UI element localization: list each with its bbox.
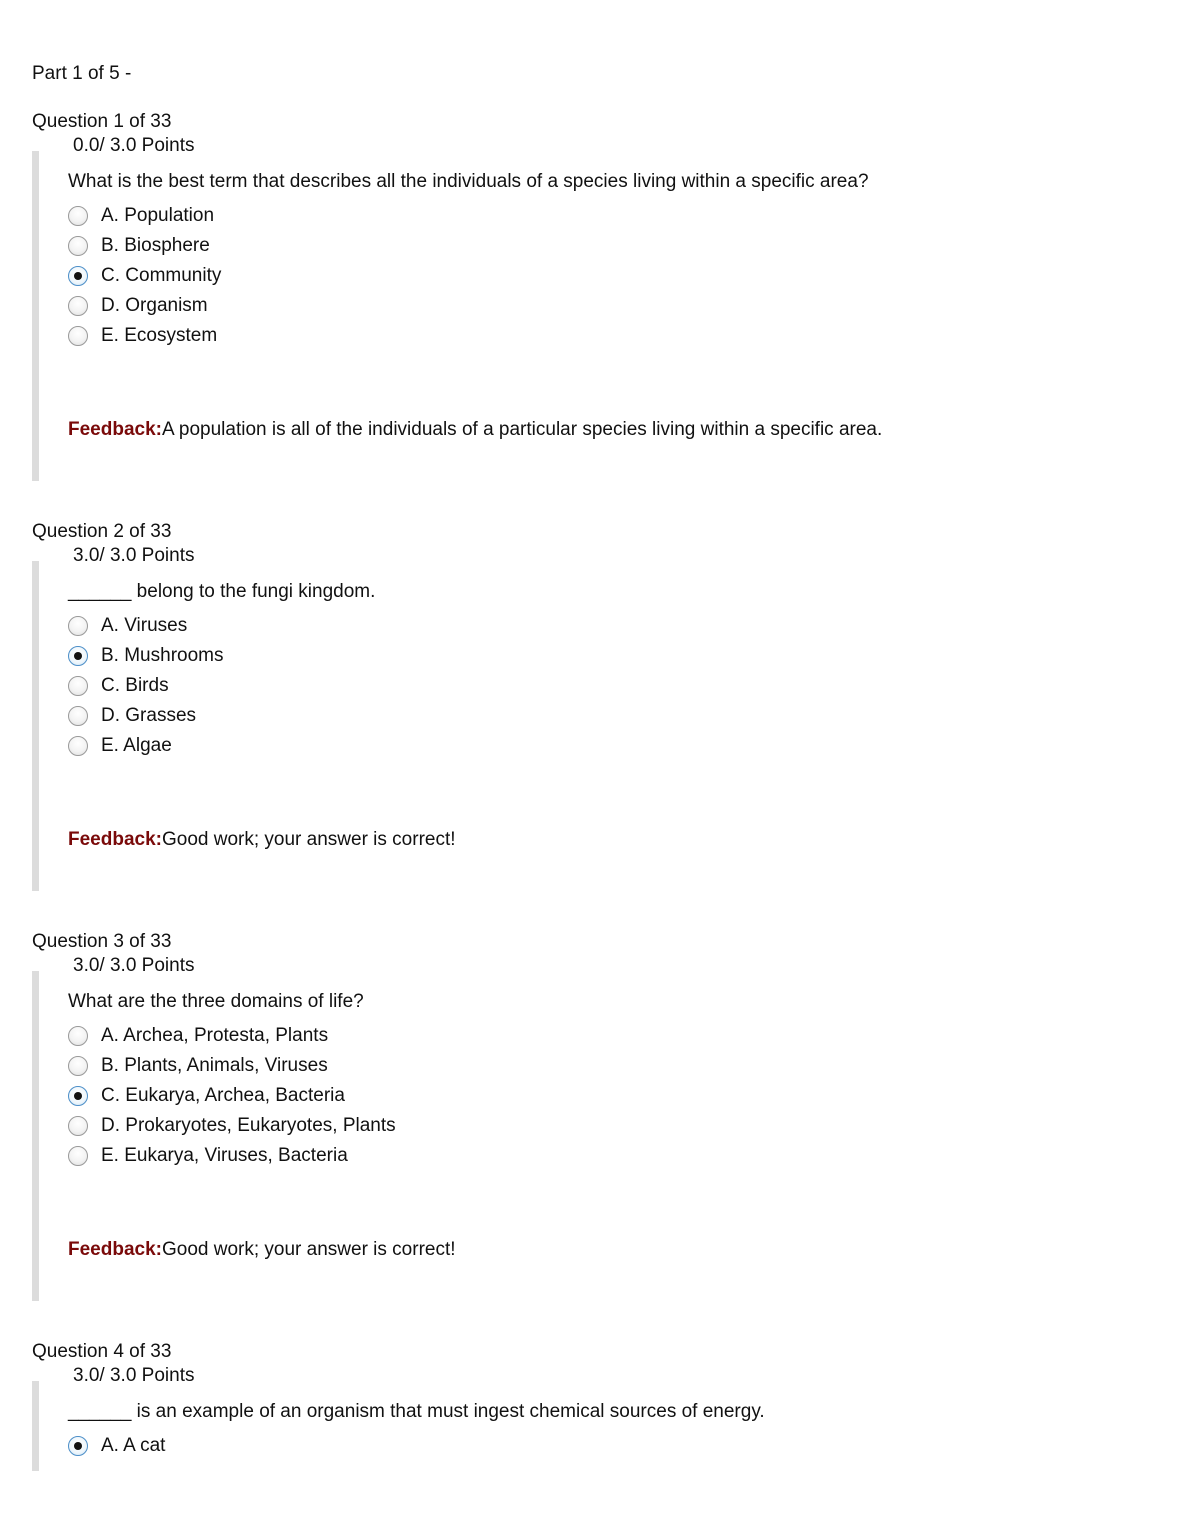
question-points: 0.0/ 3.0 Points	[73, 135, 195, 156]
answer-option[interactable]	[68, 1431, 165, 1461]
answer-option[interactable]	[68, 1051, 396, 1081]
answer-option[interactable]	[68, 261, 221, 291]
answer-option[interactable]	[68, 321, 221, 351]
answer-options	[68, 1021, 396, 1171]
answer-option-label: A. Population	[101, 205, 215, 226]
radio-button[interactable]	[68, 676, 88, 696]
answer-option-label: D. Organism	[101, 295, 208, 316]
answer-option-label: D. Prokaryotes, Eukaryotes, Plants	[101, 1115, 396, 1136]
feedback	[68, 419, 882, 441]
answer-option[interactable]	[68, 201, 221, 231]
answer-option[interactable]	[68, 1021, 396, 1051]
radio-button-selected[interactable]	[68, 266, 88, 286]
feedback-label: Feedback:	[68, 419, 162, 440]
question-points: 3.0/ 3.0 Points	[73, 545, 195, 566]
radio-button[interactable]	[68, 616, 88, 636]
feedback-label: Feedback:	[68, 1239, 162, 1260]
question-body	[32, 561, 1159, 891]
answer-option[interactable]	[68, 611, 223, 641]
radio-button-selected[interactable]	[68, 646, 88, 666]
answer-option[interactable]	[68, 641, 223, 671]
answer-option[interactable]	[68, 701, 223, 731]
answer-option[interactable]	[68, 231, 221, 261]
answer-option-label: A. Archea, Protesta, Plants	[101, 1025, 329, 1046]
question-number: Question 4 of 33	[32, 1341, 172, 1362]
answer-option[interactable]	[68, 1111, 396, 1141]
radio-button[interactable]	[68, 1116, 88, 1136]
answer-option-label: B. Biosphere	[101, 235, 210, 256]
question-body	[32, 151, 1159, 481]
question-points: 3.0/ 3.0 Points	[73, 1365, 195, 1386]
question-number: Question 1 of 33	[32, 111, 172, 132]
question-number: Question 3 of 33	[32, 931, 172, 952]
question-block	[32, 1341, 1162, 1473]
answer-option[interactable]	[68, 731, 223, 761]
question-text: What are the three domains of life?	[68, 991, 364, 1012]
answer-options	[68, 1431, 165, 1461]
answer-option-label: B. Plants, Animals, Viruses	[101, 1055, 328, 1076]
feedback	[68, 829, 456, 851]
answer-option-label: C. Birds	[101, 675, 169, 696]
radio-button[interactable]	[68, 326, 88, 346]
answer-option-label: D. Grasses	[101, 705, 197, 726]
question-body	[32, 1381, 1159, 1471]
answer-option-label: C. Community	[101, 265, 222, 286]
feedback-text: Good work; your answer is correct!	[161, 1239, 456, 1260]
radio-button[interactable]	[68, 1146, 88, 1166]
question-block	[32, 111, 1162, 483]
answer-option-label: C. Eukarya, Archea, Bacteria	[101, 1085, 345, 1106]
question-body	[32, 971, 1159, 1301]
answer-option-label: E. Eukarya, Viruses, Bacteria	[101, 1145, 348, 1166]
answer-options	[68, 611, 223, 761]
radio-button[interactable]	[68, 706, 88, 726]
feedback-text: A population is all of the individuals of a particular species living within a specific area.	[161, 419, 883, 440]
radio-button[interactable]	[68, 1056, 88, 1076]
answer-option-label: B. Mushrooms	[101, 645, 224, 666]
answer-option-label: A. A cat	[101, 1435, 166, 1456]
radio-button[interactable]	[68, 1026, 88, 1046]
answer-option-label: E. Algae	[101, 735, 172, 756]
feedback-text: Good work; your answer is correct!	[161, 829, 456, 850]
radio-button-selected[interactable]	[68, 1436, 88, 1456]
question-block	[32, 521, 1162, 893]
answer-options	[68, 201, 221, 351]
radio-button[interactable]	[68, 736, 88, 756]
part-title: Part 1 of 5 -	[32, 63, 132, 84]
feedback	[68, 1239, 456, 1261]
radio-button-selected[interactable]	[68, 1086, 88, 1106]
answer-option[interactable]	[68, 291, 221, 321]
answer-option-label: A. Viruses	[101, 615, 188, 636]
question-text: ______ belong to the fungi kingdom.	[68, 581, 376, 602]
question-text: What is the best term that describes all the individuals of a species living within a specific area?	[68, 171, 869, 192]
feedback-label: Feedback:	[68, 829, 162, 850]
answer-option[interactable]	[68, 1081, 396, 1111]
radio-button[interactable]	[68, 296, 88, 316]
radio-button[interactable]	[68, 206, 88, 226]
question-points: 3.0/ 3.0 Points	[73, 955, 195, 976]
answer-option[interactable]	[68, 671, 223, 701]
answer-option[interactable]	[68, 1141, 396, 1171]
question-number: Question 2 of 33	[32, 521, 172, 542]
question-block	[32, 931, 1162, 1303]
answer-option-label: E. Ecosystem	[101, 325, 218, 346]
question-text: ______ is an example of an organism that must ingest chemical sources of energy.	[68, 1401, 765, 1422]
radio-button[interactable]	[68, 236, 88, 256]
